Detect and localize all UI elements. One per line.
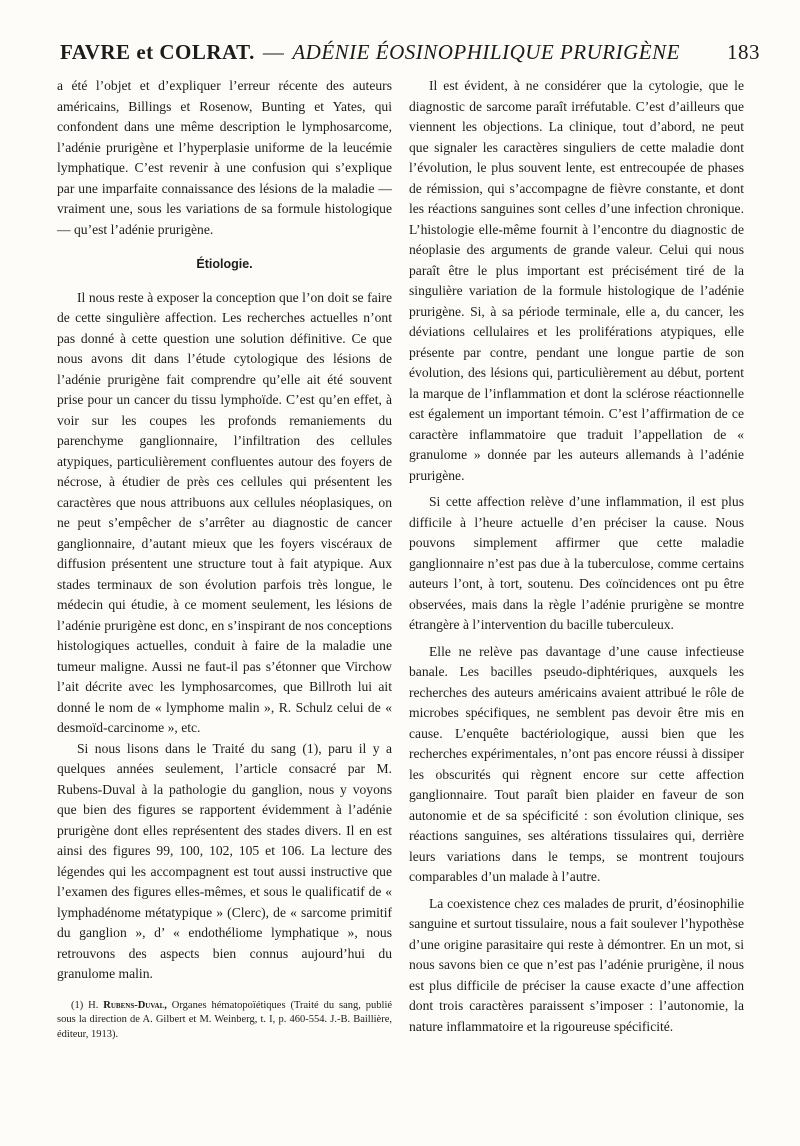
footnote-author: Rubens-Duval,	[103, 999, 167, 1011]
running-header	[60, 40, 760, 65]
left-column	[57, 76, 392, 1042]
left-paragraph-2: Il nous reste à exposer la conception que l’on doit se faire de cette singulière affection. Les recherches actuelles n’ont pas donné à cette question une solution définitive. Ce que nous avons dit dans l’étude cytologique des lésions de l’adénie prurigène fait comprendre qu’elle ait été souvent prise pour un cancer du tissu lymphoïde. C’est qu’en effet, à voir sur les coupes les profonds remaniements du parenchyme ganglionnaire, l’infiltration des cellules atypiques, particulièrement confluentes autour des foyers de nécrose, à étudier de près ces cellules qui présentent les caractères que nous attribuons aux cellules néoplasiques, on ne peut s’empêcher de s’arrêter au diagnostic de cancer ganglionnaire, d’autant mieux que les foyers viscéraux de diffusion présentent une structure tout à fait atypique. Aux stades terminaux de son évolution parfois très longue, le médecin qui étudie, à ce moment seulement, les lésions de l’adénie prurigène est donc, en s’inspirant de nos conceptions histologiques actuelles, conduit à faire de la maladie une tumeur maligne. Aussi ne faut-il pas s’étonner que Virchow l’ait décrite avec les lymphosarcomes, que Billroth lui ait donné le nom de « lymphome malin », R. Schulz celui de « desmoïd-carcinome », etc.	[57, 289, 392, 735]
header-authors: FAVRE et COLRAT.	[60, 40, 255, 64]
header-article-title: ADÉNIE ÉOSINOPHILIQUE PRURIGÈNE	[292, 40, 680, 64]
right-paragraph-1: Il est évident, à ne considérer que la cytologie, que le diagnostic de sarcome paraît irréfutable. C’est d’ailleurs que viennent les objections. La clinique, tout d’abord, ne peut que signaler les caractères singuliers de cette maladie dont l’évolution, le plus souvent lente, est entrecoupée de phases de rémission, qui s’accompagne de fièvre constante, et dont les réactions sanguines sont celles d’une infection chronique. L’histologie elle-même fournit à l’encontre du diagnostic de néoplasie des arguments de grande valeur. Celui qui nous paraît être le plus important est précisément tiré de la singulière variation de la formule histologique de l’adénie prurigène. Si, à sa période terminale, elle a, du cancer, les déviations cellulaires et les proliférations atypiques, elle présente par contre, pendant une longue partie de son évolution, des lésions qui, particulièrement au début, portent la marque de l’inflammation et dont la sclérose réactionnelle est également un important témoin. C’est l’affirmation de ce caractère inflammatoire que traduit l’appellation de « granulome » donnée par les auteurs allemands à l’adénie prurigène.	[409, 78, 744, 483]
section-heading-etiologie: Étiologie.	[196, 257, 253, 271]
footnote-text: Organes hématopoïétiques (Traité du sang, publié sous la direction de A. Gilbert et M. Weinberg, t. I, p. 460-554. J.-B. Baillière, éditeur, 1913).	[57, 999, 393, 1040]
right-column	[409, 76, 744, 1037]
header-left	[60, 40, 680, 65]
footnote	[57, 999, 392, 1043]
header-dash: —	[262, 40, 285, 64]
right-paragraph-4: La coexistence chez ces malades de prurit, d’éosinophilie sanguine et surtout tissulaire, nous a fait soulever l’hypothèse d’une origine parasitaire qui reste à démontrer. En un mot, si nous savons bien ce que n’est pas l’adénie prurigène, il nous est plus difficile de préciser la cause exacte d’une affection dont trois caractères paraissent s’imposer : l’autonomie, la nature inflammatoire et la rigoureuse spécificité.	[409, 895, 744, 1034]
right-paragraph-3: Elle ne relève pas davantage d’une cause infectieuse banale. Les bacilles pseudo-diphtériques, auxquels les recherches des auteurs américains avaient attribué le rôle de microbes spécifiques, ne semblent pas devoir être mis en cause. L’enquête bactériologique, aussi bien que les recherches expérimentales, n’ont pas encore réussi à dissiper les obscurités qui règnent encore sur cette affection ganglionnaire. Tout paraît bien plaider en faveur de son autonomie et de sa spécificité : son évolution clinique, ses réactions sanguines, ses altérations tissulaires qui, derrière leurs variations dans le temps, se montrent toujours comparables d’un malade à l’autre.	[409, 643, 744, 884]
left-paragraph-1: a été l’objet et d’expliquer l’erreur récente des auteurs américains, Billings et Rosenow, Bunting et Yates, qui confondent dans une même description le lymphosarcome, l’adénie prurigène et l’hyperplasie uniforme de la leucémie lymphatique. C’est revenir à une confusion qui s’explique par une imparfaite connaissance des lésions de la maladie — vraiment une, sous les variations de sa formule histologique — qu’est l’adénie prurigène.	[57, 78, 392, 237]
left-paragraph-3: Si nous lisons dans le Traité du sang (1), paru il y a quelques années seulement, l’article consacré par M. Rubens-Duval à la pathologie du ganglion, nous y voyons que bien des figures se rapportent évidemment à l’adénie prurigène dont elles représentent des stades divers. Il en est ainsi des figures 99, 100, 102, 105 et 106. La lecture des légendes qui les accompagnent est tout aussi instructive que l’examen des figures elles-mêmes, et sous le qualificatif de « lymphadénome métatypique » (Clerc), de « sarcome primitif du ganglion », d’ « endothéliome lymphatique », nous retrouvons des aspects bien connus aujourd’hui du granulome malin.	[57, 740, 392, 981]
page-number: 183	[727, 40, 760, 64]
footnote-marker: (1) H.	[71, 999, 99, 1011]
right-paragraph-2: Si cette affection relève d’une inflammation, il est plus difficile à l’heure actuelle d’en préciser la cause. Nous pouvons simplement affirmer que cette maladie ganglionnaire n’est pas due à la tuberculose, comme certains auteurs l’ont, à tort, soutenu. Des coïncidences ont pu être observées, mais dans la règle l’adénie prurigène se montre étrangère à l’intervention du bacille tuberculeux.	[409, 494, 744, 632]
